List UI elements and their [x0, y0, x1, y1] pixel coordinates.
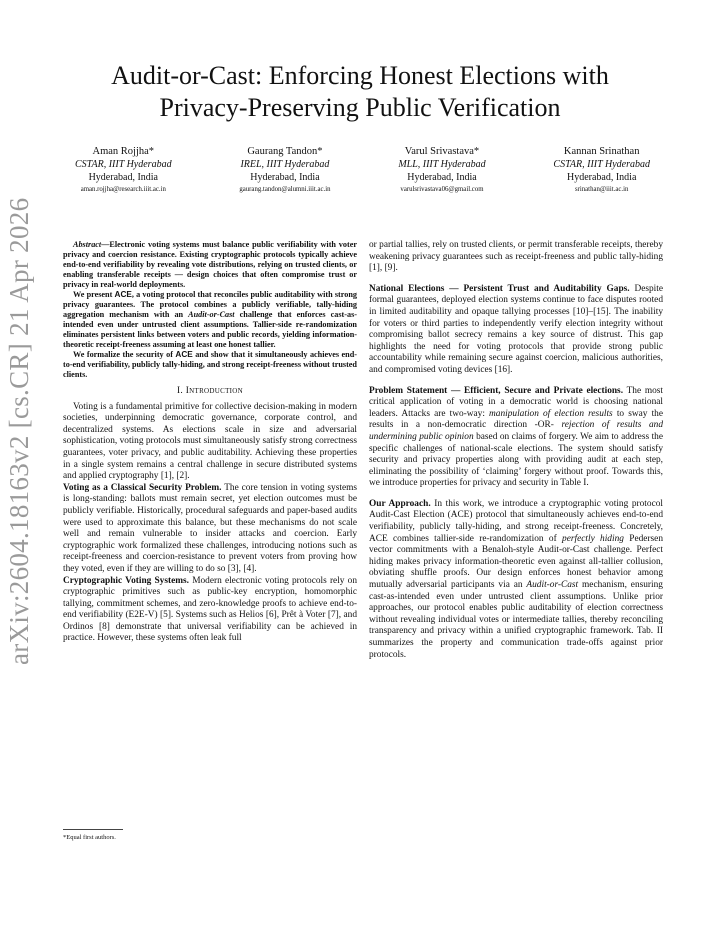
author-2	[239, 145, 330, 196]
national-elections-paragraph: National Elections — Persistent Trust and Auditability Gaps. Despite formal guarantees, deployed election systems continue to face disputes rooted in limited auditability and opaque tallying processes [10]–[15]. The inability for voters or third parties to independently verify election integrity without compromising ballot secrecy remains a key source of distrust. This gap highlights the need for voting protocols that provide strong public accountability while remaining secure against coercion, malicious authorities, and compromised voting devices [16].	[369, 283, 663, 375]
author-location: Hyderabad, India	[407, 172, 477, 183]
paper-title	[60, 60, 660, 124]
author-1	[75, 145, 172, 196]
author-affiliation: CSTAR, IIIT Hyderabad	[553, 159, 650, 170]
abstract	[63, 240, 357, 380]
author-block	[75, 145, 650, 196]
author-email[interactable]: aman.rojjha@research.iiit.ac.in	[80, 186, 166, 193]
arxiv-sidebar-stamp: arXiv:2604.18163v2 [cs.CR] 21 Apr 2026	[4, 197, 34, 665]
author-email[interactable]: gaurang.tandon@alumni.iiit.ac.in	[239, 186, 331, 193]
right-column	[369, 240, 663, 661]
author-4	[553, 145, 650, 196]
author-location: Hyderabad, India	[566, 172, 637, 183]
author-name: Varul Srivastava*	[404, 146, 480, 157]
problem-statement-paragraph: Problem Statement — Efficient, Secure and Private elections. The most critical application of voting in a democratic world is choosing national leaders. Attacks are two-way: manipulation of election results to sway the results in a non-democratic direction -OR- rejection of results and undermining public opinion based on claims of forgery. We aim to address the specific challenges of national-scale elections. The system should satisfy security and privacy properties along with providing audit at each step, eliminating the possibility of ‘claiming’ forgery without proof. Towards this, we introduce properties for privacy and security in Table I.	[369, 385, 663, 489]
intro-paragraph-2: Voting as a Classical Security Problem. The core tension in voting systems is long-standing: ballots must remain secret, yet election outcomes must be publicly verifiable. Historically, procedural safeguards and paper-based audits were used to approximate this balance, but these mechanisms do not scale well and remain vulnerable to insider attacks and coercion. Early cryptographic work formalized these challenges, introducing notions such as receipt-freeness and coercion-resistance to prevent voters from proving how they voted, even if they are willing to do so [3], [4].	[63, 482, 357, 574]
section-heading-introduction: I. Introduction	[176, 386, 243, 396]
title-line-1: Audit-or-Cast: Enforcing Honest Elections with	[111, 61, 609, 90]
author-email[interactable]: varulsrivastava06@gmail.com	[400, 186, 484, 193]
author-name: Aman Rojjha*	[92, 146, 155, 157]
abstract-paragraph-3: We formalize the security of ACE and show that it simultaneously achieves end-to-end verifiability, publicly tally-hiding, and strong receipt-freeness without trusted clients.	[63, 350, 357, 379]
author-name: Gaurang Tandon*	[247, 146, 323, 157]
author-name: Kannan Srinathan	[563, 146, 640, 157]
author-3	[398, 145, 485, 196]
our-approach-paragraph: Our Approach. In this work, we introduce a cryptographic voting protocol Audit-Cast Election (ACE) protocol that simultaneously achieves end-to-end verifiability, publicly tally-hiding, and strong receipt-freeness. Concretely, ACE combines tallier-side re-randomization of perfectly hiding Pedersen vector commitments with a Benaloh-style Audit-or-Cast challenge. Perfect hiding makes privacy information-theoretic even against all-tallier collusion, obviating shuffle proofs. Our design enforces honest behavior among mutually adversarial participants via an Audit-or-Cast mechanism, ensuring cast-as-intended even under untrusted client assumptions. Unlike prior approaches, our protocol enables public auditability of election correctness without revealing individual votes or intermediate tallies, thereby reconciling transparency and privacy within a unified cryptographic framework. Tab. II summarizes the property and communication trade-offs against prior protocols.	[369, 498, 663, 660]
title-line-2: Privacy-Preserving Public Verification	[159, 93, 561, 122]
intro-paragraph-3: Cryptographic Voting Systems. Modern electronic voting protocols rely on cryptographic primitives such as public-key encryption, homomorphic tallying, commitment schemes, and zero-knowledge proofs to achieve end-to-end verifiability (E2E-V) [5]. Systems such as Helios [6], Prêt à Voter [7], and Ordinos [8] demonstrate that universal verifiability can be achieved in practice. However, these systems often leak full	[63, 575, 357, 644]
intro-paragraph-1: Voting is a fundamental primitive for collective decision-making in modern societies, underpinning democratic governance, corporate control, and decentralized systems. As elections scale in size and adversarial sophistication, voting protocols must simultaneously satisfy strong correctness guarantees, voter privacy, and public auditability. Achieving these properties in a single system remains a central challenge in secure distributed systems and applied cryptography [1], [2].	[63, 401, 357, 482]
author-affiliation: MLL, IIIT Hyderabad	[398, 159, 486, 170]
abstract-paragraph-1: Abstract—Electronic voting systems must balance public verifiability with voter privacy and coercion resistance. Existing cryptographic protocols typically achieve end-to-end verifiability by revealing vote distributions, relying on trusted clients, or enabling transferable receipts — design choices that often compromise trust or privacy in real-world deployments.	[63, 240, 357, 289]
left-column	[63, 240, 357, 645]
author-email[interactable]: srinathan@iiit.ac.in	[574, 186, 629, 193]
author-location: Hyderabad, India	[88, 172, 158, 183]
abstract-paragraph-2: We present ACE, a voting protocol that reconciles public auditability with strong privacy guarantees. The protocol combines a publicly verifiable, tally-hiding aggregation mechanism with an Audit-or-Cast challenge that enforces cast-as-intended even under untrusted client assumptions. Tallier-side re-randomization eliminates persistent links between voters and public records, yielding information-theoretic receipt-freeness assuming at least one honest tallier.	[63, 290, 357, 349]
right-paragraph-0: or partial tallies, rely on trusted clients, or permit transferable receipts, thereby weakening privacy guarantees such as receipt-freeness and public tally-hiding [1], [9].	[369, 240, 663, 274]
author-affiliation: IREL, IIIT Hyderabad	[240, 159, 330, 170]
author-affiliation: CSTAR, IIIT Hyderabad	[75, 159, 172, 170]
abstract-label: Abstract	[73, 240, 102, 249]
footnote: *Equal first authors.	[63, 834, 116, 841]
author-location: Hyderabad, India	[250, 172, 320, 183]
footnote-divider	[63, 829, 123, 830]
